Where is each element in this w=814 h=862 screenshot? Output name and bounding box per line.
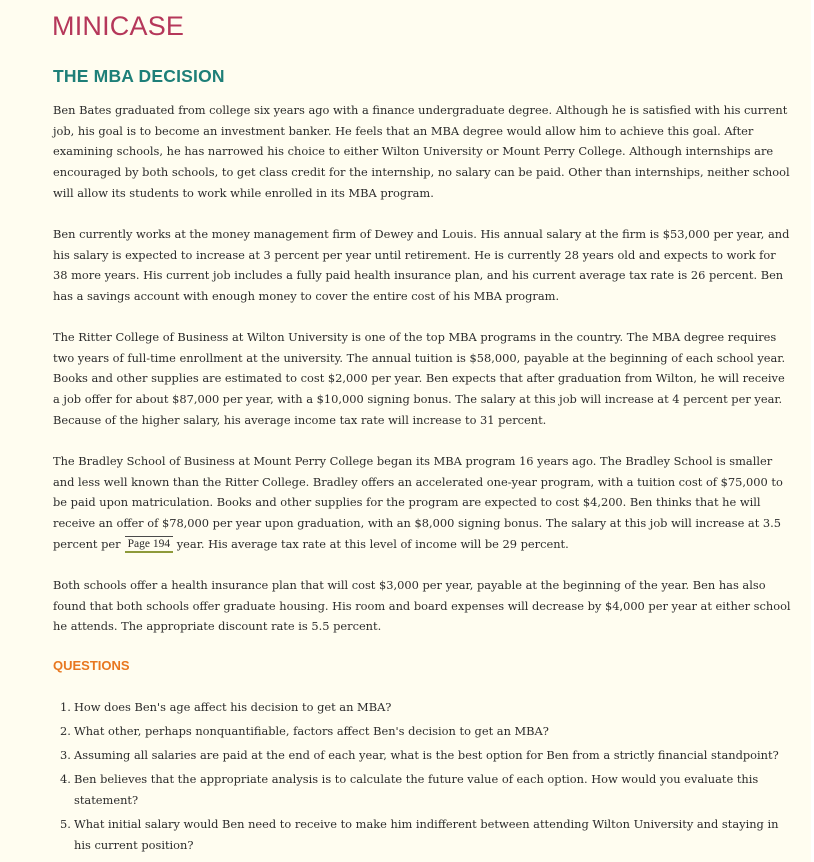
paragraph-wilton-university: The Ritter College of Business at Wilton University is one of the top MBA programs in the country. The MBA degree requires two years of full-time enrollment at the university. The annual tuition is $58,000, payable at the beginning of each school year. Books and other supplies are estimated to cost $2,000 per year. Ben expects that after graduation from Wilton, he will receive a job offer for about $87,000 per year, with a $10,000 signing bonus. The salary at this job will increase at 4 percent per year. Because of the higher salary, his average income tax rate will increase to 31 percent. xyxy=(53,330,786,427)
question-text: How does Ben's age affect his decision to get an MBA? xyxy=(74,700,392,714)
paragraph-mount-perry-college xyxy=(53,451,791,555)
question-text: What other, perhaps nonquantifiable, factors affect Ben's decision to get an MBA? xyxy=(74,724,549,738)
question-number: 5. xyxy=(60,817,71,831)
paragraph-mount-perry-text: The Bradley School of Business at Mount Perry College began its MBA program 16 years ago. The Bradley School is smaller and less well known than the Ritter College. Bradley offers an accelerated one-year program, with a tuition cost of $75,000 to be paid upon matriculation. Books and other supplies for the program are expected to cost $4,200. Ben thinks that he will receive an offer of $78,000 per year upon graduation, with an $8,000 signing bonus. The salary at this job will increase at 3.5 percent per xyxy=(53,454,783,551)
case-title: THE MBA DECISION xyxy=(53,66,225,86)
minicase-label: MINICASE xyxy=(52,11,185,41)
question-text: Ben believes that the appropriate analysis is to calculate the future value of each option. How would you evaluate this statement? xyxy=(74,772,759,807)
question-item xyxy=(53,814,793,856)
paragraph-current-job: Ben currently works at the money management firm of Dewey and Louis. His annual salary at the firm is $53,000 per year, and his salary is expected to increase at 3 percent per year until retirement. He is currently 28 years old and expects to work for 38 more years. His current job includes a fully paid health insurance plan, and his current average tax rate is 26 percent. Ben has a savings account with enough money to cover the entire cost of his MBA program. xyxy=(53,227,790,304)
page-number-marker: Page 194 xyxy=(125,536,173,553)
question-text: Assuming all salaries are paid at the end of each year, what is the best option for Ben from a strictly financial standpoint? xyxy=(74,748,779,762)
question-number: 2. xyxy=(60,724,71,738)
question-text: What initial salary would Ben need to receive to make him indifferent between attending Wilton University and staying in his current position? xyxy=(74,817,779,852)
question-item xyxy=(53,697,793,718)
question-number: 4. xyxy=(60,772,71,786)
question-item xyxy=(53,721,793,742)
question-number: 3. xyxy=(60,748,71,762)
paragraph-shared-costs: Both schools offer a health insurance plan that will cost $3,000 per year, payable at the beginning of the year. Ben has also found that both schools offer graduate housing. His room and board expenses will decrease by $4,000 per year at either school he attends. The appropriate discount rate is 5.5 percent. xyxy=(53,578,791,634)
questions-heading: QUESTIONS xyxy=(53,658,130,673)
question-item xyxy=(53,745,793,766)
question-number: 1. xyxy=(60,700,71,714)
paragraph-background: Ben Bates graduated from college six years ago with a finance undergraduate degree. Although he is satisfied with his current job, his goal is to become an investment banker. He feels that an MBA degree would allow him to achieve this goal. After examining schools, he has narrowed his choice to either Wilton University or Mount Perry College. Although internships are encouraged by both schools, to get class credit for the internship, no salary can be paid. Other than internships, neither school will allow its students to work while enrolled in its MBA program. xyxy=(53,103,790,200)
question-item xyxy=(53,769,793,811)
questions-list xyxy=(53,697,793,859)
paragraph-mount-perry-text-end: year. His average tax rate at this level of income will be 29 percent. xyxy=(173,536,569,551)
